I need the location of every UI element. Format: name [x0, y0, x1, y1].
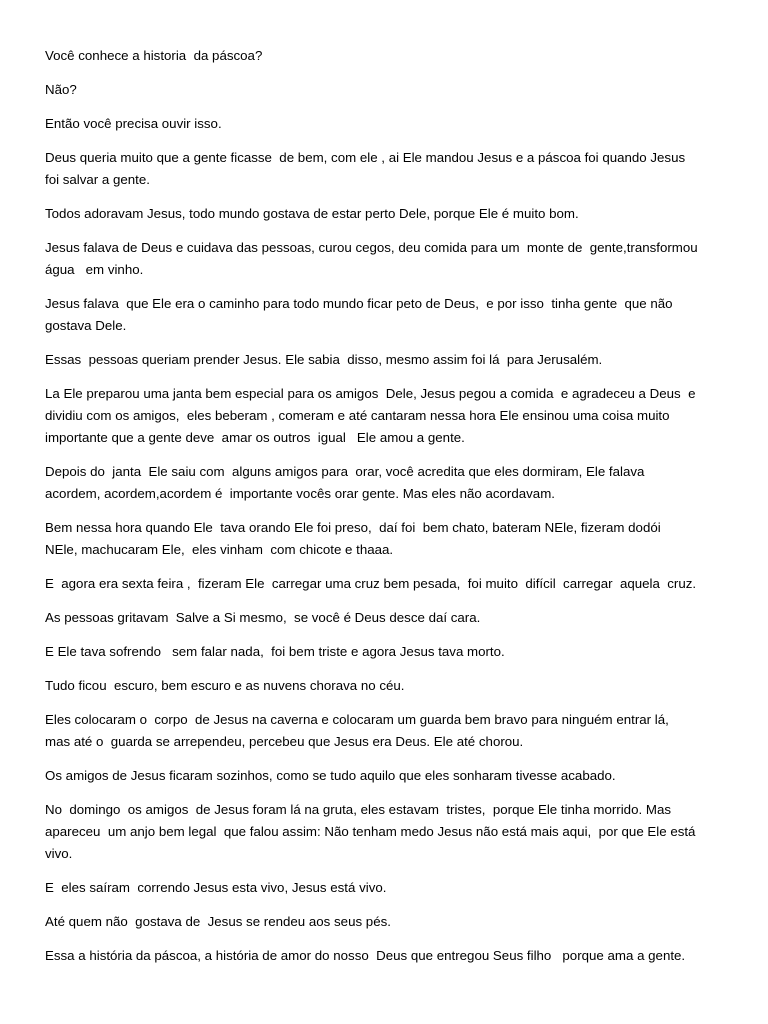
- paragraph: [45, 293, 735, 337]
- paragraph-line: Até quem não gostava de Jesus se rendeu aos seus pés.: [45, 914, 391, 929]
- paragraph-line: E agora era sexta feira , fizeram Ele carregar uma cruz bem pesada, foi muito difícil carregar aquela cruz.: [45, 576, 697, 591]
- paragraph-line: Você conhece a historia da páscoa?: [45, 48, 263, 63]
- paragraph-line: Bem nessa hora quando Ele tava orando Ele foi preso, daí foi bem chato, bateram NEle, fizeram dodói: [45, 520, 661, 535]
- paragraph-line: Deus queria muito que a gente ficasse de bem, com ele , ai Ele mandou Jesus e a páscoa foi quando Jesus: [45, 150, 686, 165]
- paragraph: [45, 461, 735, 505]
- paragraph-line: NEle, machucaram Ele, eles vinham com chicote e thaaa.: [45, 542, 394, 557]
- paragraph-line: As pessoas gritavam Salve a Si mesmo, se você é Deus desce daí cara.: [45, 610, 481, 625]
- paragraph-line: gostava Dele.: [45, 318, 127, 333]
- paragraph-line: vivo.: [45, 846, 73, 861]
- paragraph: [45, 641, 735, 663]
- paragraph: [45, 113, 735, 135]
- paragraph-line: Os amigos de Jesus ficaram sozinhos, como se tudo aquilo que eles sonharam tivesse acabado.: [45, 768, 616, 783]
- paragraph-line: E Ele tava sofrendo sem falar nada, foi bem triste e agora Jesus tava morto.: [45, 644, 505, 659]
- paragraph-line: La Ele preparou uma janta bem especial para os amigos Dele, Jesus pegou a comida e agradeceu a Deus e: [45, 386, 696, 401]
- paragraph: [45, 607, 735, 629]
- paragraph: [45, 517, 735, 561]
- paragraph-line: Essa a história da páscoa, a história de amor do nosso Deus que entregou Seus filho porque ama a gente.: [45, 948, 686, 963]
- paragraph: [45, 383, 735, 449]
- paragraph: [45, 203, 735, 225]
- paragraph: [45, 945, 735, 967]
- paragraph: [45, 799, 735, 865]
- paragraph-line: Jesus falava que Ele era o caminho para todo mundo ficar peto de Deus, e por isso tinha gente que não: [45, 296, 673, 311]
- paragraph-line: E eles saíram correndo Jesus esta vivo, Jesus está vivo.: [45, 880, 387, 895]
- paragraph: [45, 45, 735, 67]
- paragraph-line: acordem, acordem,acordem é importante vocês orar gente. Mas eles não acordavam.: [45, 486, 555, 501]
- paragraph-line: Não?: [45, 82, 77, 97]
- paragraph-line: Essas pessoas queriam prender Jesus. Ele sabia disso, mesmo assim foi lá para Jerusalém.: [45, 352, 603, 367]
- document-page: [45, 45, 735, 979]
- paragraph: [45, 147, 735, 191]
- paragraph-line: mas até o guarda se arrependeu, percebeu que Jesus era Deus. Ele até chorou.: [45, 734, 524, 749]
- paragraph: [45, 877, 735, 899]
- paragraph: [45, 911, 735, 933]
- paragraph: [45, 349, 735, 371]
- paragraph-line: apareceu um anjo bem legal que falou assim: Não tenham medo Jesus não está mais aqui, por que Ele está: [45, 824, 696, 839]
- paragraph-line: Então você precisa ouvir isso.: [45, 116, 222, 131]
- paragraph-line: água em vinho.: [45, 262, 144, 277]
- paragraph: [45, 573, 735, 595]
- paragraph-line: Depois do janta Ele saiu com alguns amigos para orar, você acredita que eles dormiram, Ele falava: [45, 464, 645, 479]
- paragraph: [45, 237, 735, 281]
- paragraph: [45, 709, 735, 753]
- paragraph-line: importante que a gente deve amar os outros igual Ele amou a gente.: [45, 430, 465, 445]
- paragraph: [45, 675, 735, 697]
- paragraph-line: No domingo os amigos de Jesus foram lá na gruta, eles estavam tristes, porque Ele tinha morrido. Mas: [45, 802, 671, 817]
- paragraph-line: dividiu com os amigos, eles beberam , comeram e até cantaram nessa hora Ele ensinou uma coisa muito: [45, 408, 670, 423]
- paragraph-line: foi salvar a gente.: [45, 172, 150, 187]
- paragraph-line: Eles colocaram o corpo de Jesus na caverna e colocaram um guarda bem bravo para ninguém entrar lá,: [45, 712, 669, 727]
- paragraph: [45, 765, 735, 787]
- paragraph-line: Tudo ficou escuro, bem escuro e as nuvens chorava no céu.: [45, 678, 405, 693]
- paragraph-line: Todos adoravam Jesus, todo mundo gostava de estar perto Dele, porque Ele é muito bom.: [45, 206, 579, 221]
- paragraph: [45, 79, 735, 101]
- paragraph-line: Jesus falava de Deus e cuidava das pessoas, curou cegos, deu comida para um monte de gente,transformou: [45, 240, 698, 255]
